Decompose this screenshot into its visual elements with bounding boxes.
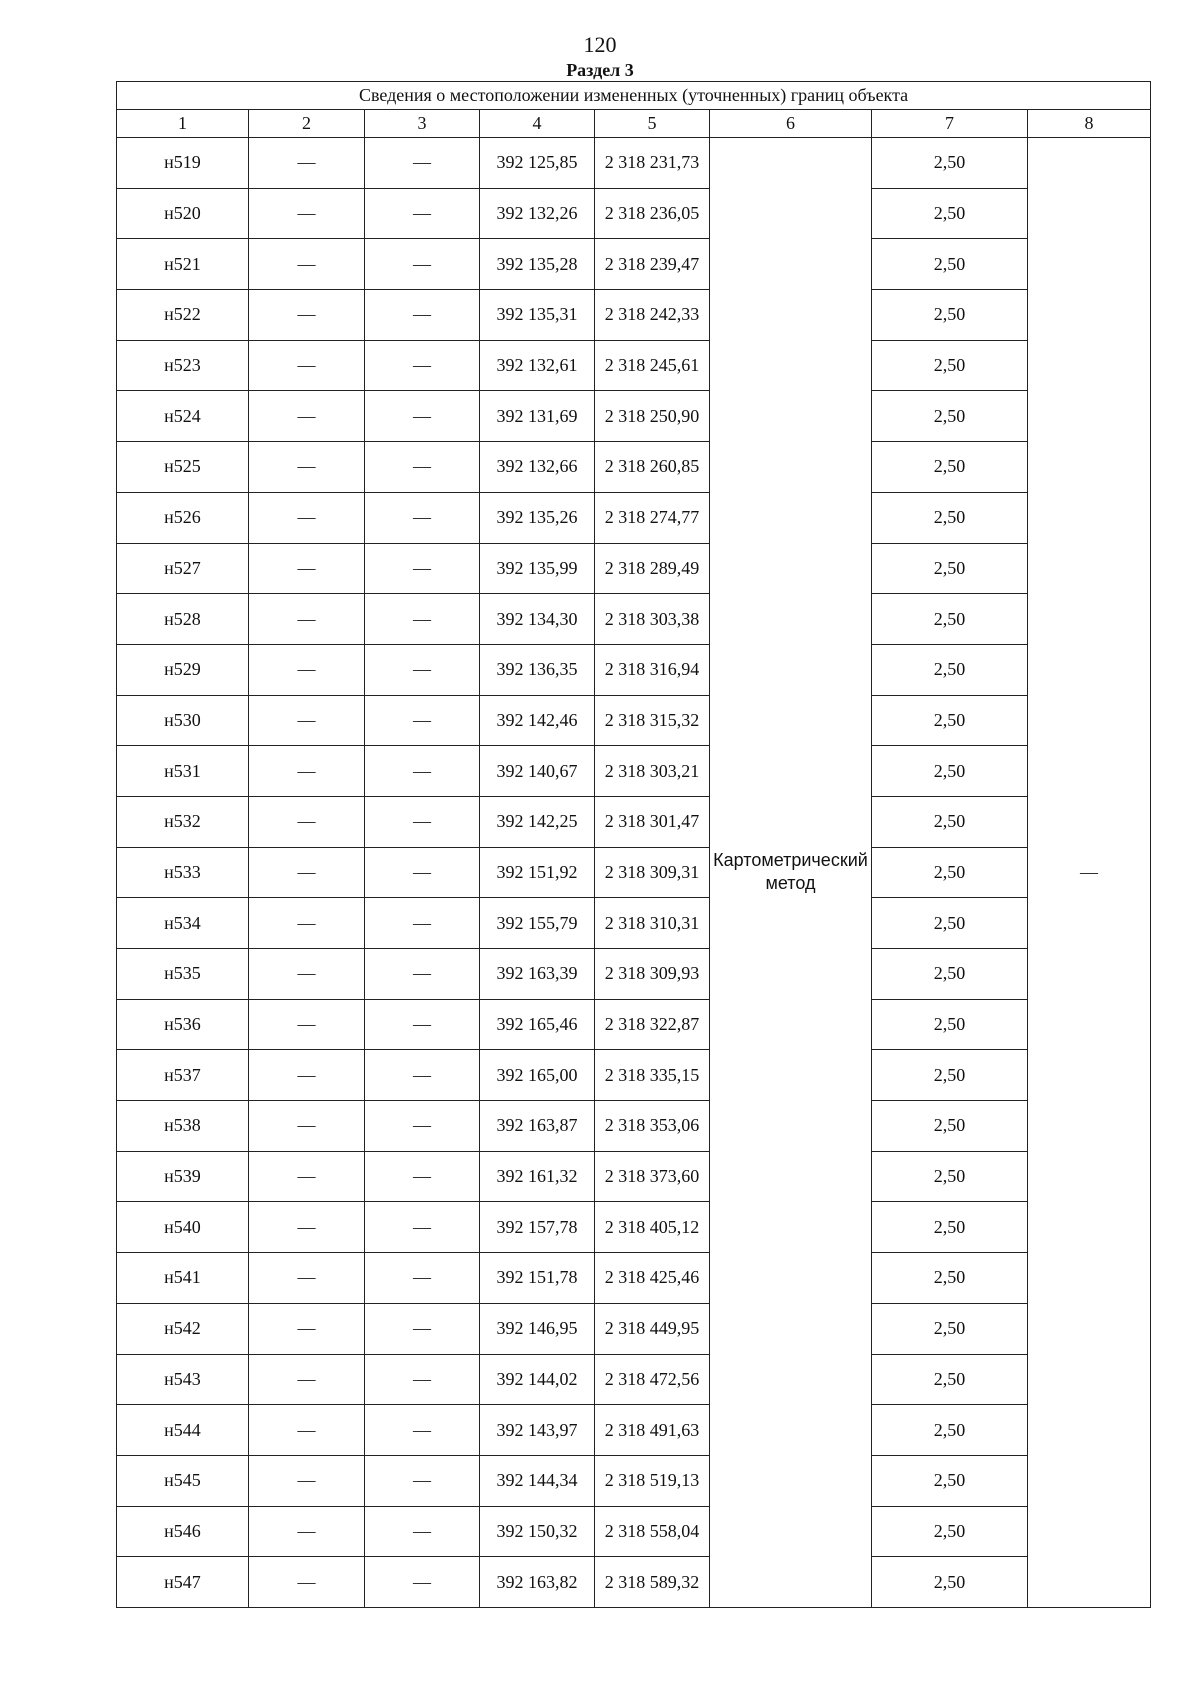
column-2-cell: —	[249, 796, 365, 847]
column-2-cell: —	[249, 1303, 365, 1354]
point-name-cell: н535	[117, 949, 249, 1000]
column-2-cell: —	[249, 1405, 365, 1456]
x-coordinate-cell: 392 135,26	[480, 492, 595, 543]
table-row	[117, 391, 1151, 442]
accuracy-cell: 2,50	[872, 999, 1028, 1050]
column-2-cell: —	[249, 1202, 365, 1253]
table-row	[117, 290, 1151, 341]
point-name-cell: н534	[117, 898, 249, 949]
column-2-cell: —	[249, 1557, 365, 1608]
column-2-cell: —	[249, 492, 365, 543]
accuracy-cell: 2,50	[872, 746, 1028, 797]
point-name-cell: н528	[117, 594, 249, 645]
point-name-cell: н542	[117, 1303, 249, 1354]
column-number: 5	[595, 110, 710, 138]
column-3-cell: —	[365, 594, 480, 645]
y-coordinate-cell: 2 318 242,33	[595, 290, 710, 341]
column-3-cell: —	[365, 188, 480, 239]
y-coordinate-cell: 2 318 303,21	[595, 746, 710, 797]
column-3-cell: —	[365, 1151, 480, 1202]
point-name-cell: н537	[117, 1050, 249, 1101]
accuracy-cell: 2,50	[872, 1303, 1028, 1354]
table-row	[117, 1253, 1151, 1304]
table-row	[117, 1202, 1151, 1253]
x-coordinate-cell: 392 165,46	[480, 999, 595, 1050]
accuracy-cell: 2,50	[872, 442, 1028, 493]
column-2-cell: —	[249, 340, 365, 391]
column-3-cell: —	[365, 644, 480, 695]
column-2-cell: —	[249, 1455, 365, 1506]
y-coordinate-cell: 2 318 303,38	[595, 594, 710, 645]
y-coordinate-cell: 2 318 310,31	[595, 898, 710, 949]
column-2-cell: —	[249, 949, 365, 1000]
x-coordinate-cell: 392 140,67	[480, 746, 595, 797]
x-coordinate-cell: 392 144,34	[480, 1455, 595, 1506]
point-name-cell: н525	[117, 442, 249, 493]
accuracy-cell: 2,50	[872, 1557, 1028, 1608]
x-coordinate-cell: 392 125,85	[480, 138, 595, 189]
column-3-cell: —	[365, 898, 480, 949]
accuracy-cell: 2,50	[872, 391, 1028, 442]
y-coordinate-cell: 2 318 239,47	[595, 239, 710, 290]
point-name-cell: н545	[117, 1455, 249, 1506]
x-coordinate-cell: 392 161,32	[480, 1151, 595, 1202]
column-number: 3	[365, 110, 480, 138]
column-3-cell: —	[365, 1405, 480, 1456]
point-name-cell: н539	[117, 1151, 249, 1202]
column-2-cell: —	[249, 239, 365, 290]
column-2-cell: —	[249, 442, 365, 493]
y-coordinate-cell: 2 318 250,90	[595, 391, 710, 442]
y-coordinate-cell: 2 318 309,31	[595, 847, 710, 898]
column-3-cell: —	[365, 796, 480, 847]
point-name-cell: н546	[117, 1506, 249, 1557]
column-3-cell: —	[365, 1050, 480, 1101]
y-coordinate-cell: 2 318 373,60	[595, 1151, 710, 1202]
x-coordinate-cell: 392 136,35	[480, 644, 595, 695]
table-row	[117, 492, 1151, 543]
accuracy-cell: 2,50	[872, 1455, 1028, 1506]
x-coordinate-cell: 392 132,66	[480, 442, 595, 493]
accuracy-cell: 2,50	[872, 1405, 1028, 1456]
table-row	[117, 1303, 1151, 1354]
accuracy-cell: 2,50	[872, 1050, 1028, 1101]
method-cell: Картометрический метод	[710, 138, 872, 1608]
column-3-cell: —	[365, 949, 480, 1000]
x-coordinate-cell: 392 134,30	[480, 594, 595, 645]
column-2-cell: —	[249, 1506, 365, 1557]
column-2-cell: —	[249, 1253, 365, 1304]
accuracy-cell: 2,50	[872, 492, 1028, 543]
column-3-cell: —	[365, 1506, 480, 1557]
x-coordinate-cell: 392 131,69	[480, 391, 595, 442]
x-coordinate-cell: 392 146,95	[480, 1303, 595, 1354]
y-coordinate-cell: 2 318 315,32	[595, 695, 710, 746]
x-coordinate-cell: 392 143,97	[480, 1405, 595, 1456]
column-2-cell: —	[249, 999, 365, 1050]
y-coordinate-cell: 2 318 491,63	[595, 1405, 710, 1456]
column-3-cell: —	[365, 543, 480, 594]
x-coordinate-cell: 392 151,78	[480, 1253, 595, 1304]
column-3-cell: —	[365, 746, 480, 797]
column-3-cell: —	[365, 695, 480, 746]
y-coordinate-cell: 2 318 322,87	[595, 999, 710, 1050]
accuracy-cell: 2,50	[872, 543, 1028, 594]
accuracy-cell: 2,50	[872, 695, 1028, 746]
point-name-cell: н519	[117, 138, 249, 189]
table-row	[117, 644, 1151, 695]
column-2-cell: —	[249, 1151, 365, 1202]
table-row	[117, 1101, 1151, 1152]
x-coordinate-cell: 392 135,99	[480, 543, 595, 594]
y-coordinate-cell: 2 318 231,73	[595, 138, 710, 189]
column-3-cell: —	[365, 1303, 480, 1354]
accuracy-cell: 2,50	[872, 138, 1028, 189]
point-name-cell: н523	[117, 340, 249, 391]
y-coordinate-cell: 2 318 335,15	[595, 1050, 710, 1101]
section-title: Раздел 3	[566, 60, 634, 80]
column-2-cell: —	[249, 594, 365, 645]
table-row	[117, 1405, 1151, 1456]
point-name-cell: н530	[117, 695, 249, 746]
y-coordinate-cell: 2 318 472,56	[595, 1354, 710, 1405]
y-coordinate-cell: 2 318 274,77	[595, 492, 710, 543]
point-name-cell: н541	[117, 1253, 249, 1304]
column-3-cell: —	[365, 138, 480, 189]
point-name-cell: н536	[117, 999, 249, 1050]
x-coordinate-cell: 392 163,82	[480, 1557, 595, 1608]
table-row	[117, 543, 1151, 594]
point-name-cell: н524	[117, 391, 249, 442]
point-name-cell: н526	[117, 492, 249, 543]
column-3-cell: —	[365, 1253, 480, 1304]
point-name-cell: н533	[117, 847, 249, 898]
table-row	[117, 898, 1151, 949]
point-name-cell: н522	[117, 290, 249, 341]
column-3-cell: —	[365, 492, 480, 543]
y-coordinate-cell: 2 318 289,49	[595, 543, 710, 594]
y-coordinate-cell: 2 318 589,32	[595, 1557, 710, 1608]
x-coordinate-cell: 392 142,46	[480, 695, 595, 746]
column-3-cell: —	[365, 1557, 480, 1608]
column-3-cell: —	[365, 290, 480, 341]
point-name-cell: н521	[117, 239, 249, 290]
column-2-cell: —	[249, 138, 365, 189]
x-coordinate-cell: 392 142,25	[480, 796, 595, 847]
accuracy-cell: 2,50	[872, 188, 1028, 239]
accuracy-cell: 2,50	[872, 1101, 1028, 1152]
page-number: 120	[583, 32, 617, 57]
x-coordinate-cell: 392 135,28	[480, 239, 595, 290]
table-row	[117, 239, 1151, 290]
y-coordinate-cell: 2 318 236,05	[595, 188, 710, 239]
x-coordinate-cell: 392 157,78	[480, 1202, 595, 1253]
accuracy-cell: 2,50	[872, 898, 1028, 949]
x-coordinate-cell: 392 132,61	[480, 340, 595, 391]
x-coordinate-cell: 392 151,92	[480, 847, 595, 898]
accuracy-cell: 2,50	[872, 949, 1028, 1000]
x-coordinate-cell: 392 155,79	[480, 898, 595, 949]
y-coordinate-cell: 2 318 309,93	[595, 949, 710, 1000]
column-2-cell: —	[249, 746, 365, 797]
table-row	[117, 594, 1151, 645]
column-number: 2	[249, 110, 365, 138]
column-2-cell: —	[249, 1050, 365, 1101]
table-row	[117, 1455, 1151, 1506]
point-name-cell: н543	[117, 1354, 249, 1405]
table-row	[117, 847, 1151, 898]
column-2-cell: —	[249, 847, 365, 898]
point-name-cell: н544	[117, 1405, 249, 1456]
column-number: 7	[872, 110, 1028, 138]
table-row	[117, 442, 1151, 493]
column-3-cell: —	[365, 1354, 480, 1405]
column-number: 1	[117, 110, 249, 138]
accuracy-cell: 2,50	[872, 1253, 1028, 1304]
table-row	[117, 188, 1151, 239]
y-coordinate-cell: 2 318 425,46	[595, 1253, 710, 1304]
column-3-cell: —	[365, 847, 480, 898]
table-caption: Сведения о местоположении измененных (уточненных) границ объекта	[117, 82, 1151, 110]
column-2-cell: —	[249, 290, 365, 341]
y-coordinate-cell: 2 318 519,13	[595, 1455, 710, 1506]
x-coordinate-cell: 392 165,00	[480, 1050, 595, 1101]
column-3-cell: —	[365, 999, 480, 1050]
point-name-cell: н520	[117, 188, 249, 239]
point-name-cell: н529	[117, 644, 249, 695]
point-name-cell: н532	[117, 796, 249, 847]
column-2-cell: —	[249, 644, 365, 695]
point-name-cell: н540	[117, 1202, 249, 1253]
column-3-cell: —	[365, 239, 480, 290]
table-row	[117, 1354, 1151, 1405]
boundary-coordinates-table	[116, 81, 1151, 1608]
y-coordinate-cell: 2 318 449,95	[595, 1303, 710, 1354]
accuracy-cell: 2,50	[872, 594, 1028, 645]
table-row	[117, 746, 1151, 797]
table-row	[117, 695, 1151, 746]
column-number: 4	[480, 110, 595, 138]
x-coordinate-cell: 392 144,02	[480, 1354, 595, 1405]
x-coordinate-cell: 392 150,32	[480, 1506, 595, 1557]
y-coordinate-cell: 2 318 405,12	[595, 1202, 710, 1253]
column-8-cell: —	[1028, 138, 1151, 1608]
table-row	[117, 1050, 1151, 1101]
accuracy-cell: 2,50	[872, 847, 1028, 898]
point-name-cell: н547	[117, 1557, 249, 1608]
table-row	[117, 1506, 1151, 1557]
column-2-cell: —	[249, 898, 365, 949]
point-name-cell: н538	[117, 1101, 249, 1152]
column-3-cell: —	[365, 391, 480, 442]
column-2-cell: —	[249, 543, 365, 594]
accuracy-cell: 2,50	[872, 1151, 1028, 1202]
column-3-cell: —	[365, 1455, 480, 1506]
y-coordinate-cell: 2 318 558,04	[595, 1506, 710, 1557]
column-2-cell: —	[249, 1354, 365, 1405]
column-2-cell: —	[249, 391, 365, 442]
y-coordinate-cell: 2 318 245,61	[595, 340, 710, 391]
column-number: 8	[1028, 110, 1151, 138]
accuracy-cell: 2,50	[872, 796, 1028, 847]
x-coordinate-cell: 392 163,39	[480, 949, 595, 1000]
table-body	[117, 138, 1151, 1608]
accuracy-cell: 2,50	[872, 1354, 1028, 1405]
accuracy-cell: 2,50	[872, 340, 1028, 391]
table-row	[117, 1557, 1151, 1608]
table-row	[117, 949, 1151, 1000]
column-3-cell: —	[365, 340, 480, 391]
column-2-cell: —	[249, 188, 365, 239]
x-coordinate-cell: 392 132,26	[480, 188, 595, 239]
table-row	[117, 340, 1151, 391]
column-3-cell: —	[365, 1101, 480, 1152]
y-coordinate-cell: 2 318 301,47	[595, 796, 710, 847]
y-coordinate-cell: 2 318 260,85	[595, 442, 710, 493]
table-row	[117, 999, 1151, 1050]
point-name-cell: н531	[117, 746, 249, 797]
accuracy-cell: 2,50	[872, 644, 1028, 695]
column-2-cell: —	[249, 695, 365, 746]
accuracy-cell: 2,50	[872, 1506, 1028, 1557]
column-3-cell: —	[365, 1202, 480, 1253]
x-coordinate-cell: 392 163,87	[480, 1101, 595, 1152]
y-coordinate-cell: 2 318 316,94	[595, 644, 710, 695]
table-row	[117, 138, 1151, 189]
table-row	[117, 1151, 1151, 1202]
accuracy-cell: 2,50	[872, 239, 1028, 290]
x-coordinate-cell: 392 135,31	[480, 290, 595, 341]
accuracy-cell: 2,50	[872, 290, 1028, 341]
column-number: 6	[710, 110, 872, 138]
column-2-cell: —	[249, 1101, 365, 1152]
column-3-cell: —	[365, 442, 480, 493]
accuracy-cell: 2,50	[872, 1202, 1028, 1253]
y-coordinate-cell: 2 318 353,06	[595, 1101, 710, 1152]
point-name-cell: н527	[117, 543, 249, 594]
table-row	[117, 796, 1151, 847]
